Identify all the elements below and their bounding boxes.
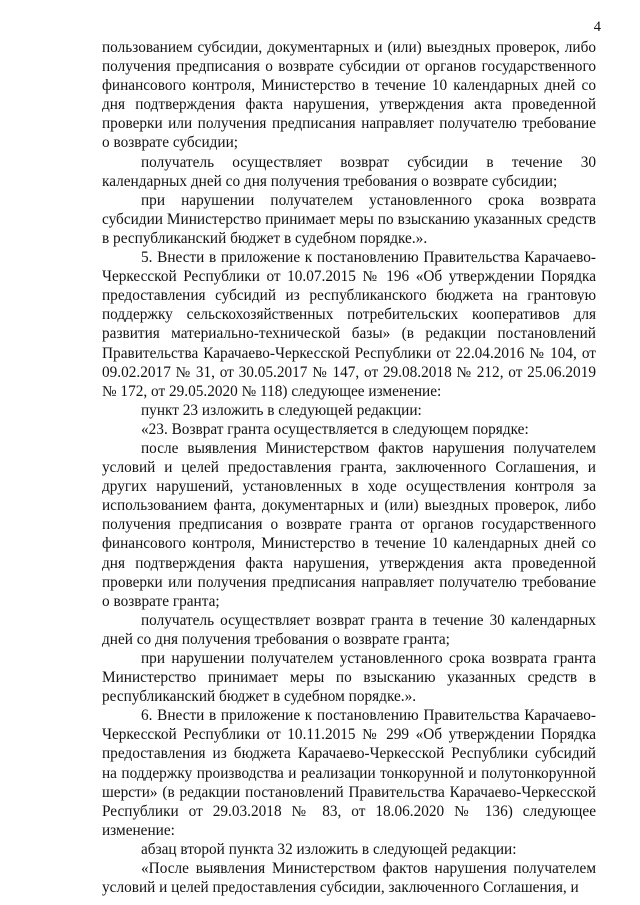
paragraph: получатель осуществляет возврат субсидии в течение 30 календарных дней со дня получения требования о возврате субсидии;: [102, 153, 596, 190]
paragraph: 5. Внести в приложение к постановлению Правительства Карачаево-Черкесской Республики от 10.07.2015 № 196 «Об утверждении Порядка предоставления субсидий из республиканского бюджета на грантовую поддержку сельскохозяйственных потребительских кооперативов для развития материально-технической базы» (в редакции постановлений Правительства Карачаево-Черкесской Республики от 22.04.2016 № 104, от 09.02.2017 № 31, от 30.05.2017 № 147, от 29.08.2018 № 212, от 25.06.2019 № 172, от 29.05.2020 № 118) следующее изменение:: [102, 249, 596, 400]
paragraph: «После выявления Министерством фактов нарушения получателем условий и целей предоставления субсидии, заключенного Соглашения, и: [102, 860, 596, 897]
document-body: [102, 38, 596, 897]
page-number: 4: [593, 19, 601, 35]
paragraph: при нарушении получателем установленного срока возврата гранта Министерство принимает меры по взысканию указанных средств в республиканский бюджет в судебном порядке.».: [102, 650, 596, 706]
paragraph: «23. Возврат гранта осуществляется в следующем порядке:: [141, 420, 529, 438]
paragraph: 6. Внести в приложение к постановлению Правительства Карачаево-Черкесской Республики от 10.11.2015 № 299 «Об утверждении Порядка предоставления из бюджета Карачаево-Черкесской Республики субсидий на поддержку производства и реализации тонкорунной и полутонкорунной шерсти» (в редакции постановлений Правительства Карачаево-Черкесской Республики от 29.03.2018 № 83, от 18.06.2020 № 136) следующее изменение:: [102, 707, 596, 839]
paragraph: после выявления Министерством фактов нарушения получателем условий и целей предоставления гранта, заключенного Соглашения, и других нарушений, установленных в ходе осуществления контроля за использованием фанта, документарных и (или) выездных проверок, либо получения предписания о возврате гранта от органов государственного финансового контроля, Министерство в течение 10 календарных дней со дня подтверждения факта нарушения, утверждения акта проведенной проверки или получения предписания направляет получателю требование о возврате гранта;: [102, 439, 596, 610]
paragraph: при нарушении получателем установленного срока возврата субсидии Министерство принимает меры по взысканию указанных средств в республиканский бюджет в судебном порядке.».: [102, 191, 596, 247]
paragraph: пункт 23 изложить в следующей редакции:: [141, 401, 422, 419]
paragraph: получатель осуществляет возврат гранта в течение 30 календарных дней со дня получения требования о возврате гранта;: [102, 611, 596, 648]
paragraph: пользованием субсидии, документарных и (или) выездных проверок, либо получения предписания о возврате субсидии от органов государственного финансового контроля, Министерство в течение 10 календарных дней со дня подтверждения факта нарушения, утверждения акта проведенной проверки или получения предписания направляет получателю требование о возврате субсидии;: [102, 39, 596, 152]
paragraph: абзац второй пункта 32 изложить в следующей редакции:: [141, 840, 517, 858]
